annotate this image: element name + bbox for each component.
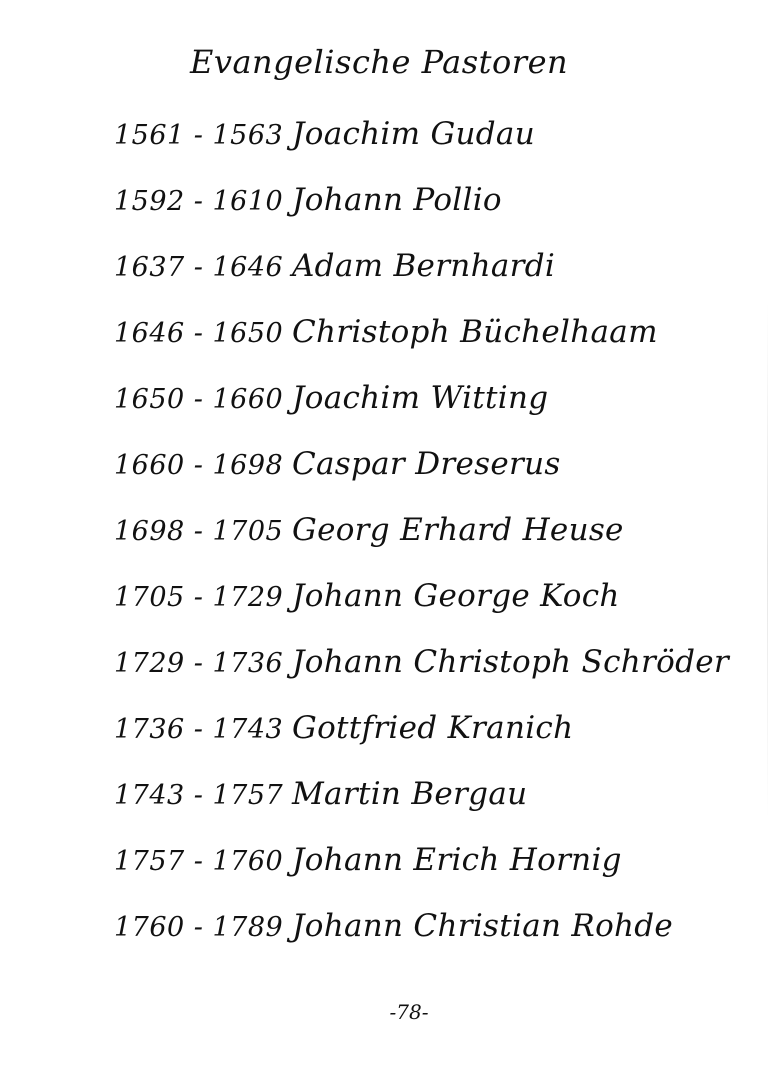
list-item <box>0 240 780 306</box>
list-item <box>0 504 780 570</box>
tenure-dates: 1736 - 1743 <box>114 714 284 745</box>
list-item <box>0 900 780 966</box>
pastor-name: Johann Pollio <box>292 182 502 218</box>
list-item <box>0 768 780 834</box>
list-item <box>0 306 780 372</box>
pastor-name: Johann Christian Rohde <box>292 908 674 944</box>
tenure-dates: 1650 - 1660 <box>114 384 284 415</box>
tenure-dates: 1698 - 1705 <box>114 516 284 547</box>
tenure-dates: 1743 - 1757 <box>114 780 284 811</box>
tenure-dates: 1760 - 1789 <box>114 912 284 943</box>
page-number: -78- <box>389 1000 429 1024</box>
tenure-dates: 1637 - 1646 <box>114 252 284 283</box>
pastor-name: Caspar Dreserus <box>292 446 561 482</box>
list-item <box>0 174 780 240</box>
list-item <box>0 702 780 768</box>
tenure-dates: 1561 - 1563 <box>114 120 284 151</box>
tenure-dates: 1660 - 1698 <box>114 450 284 481</box>
list-item <box>0 834 780 900</box>
pastor-name: Joachim Witting <box>292 380 549 416</box>
tenure-dates: 1592 - 1610 <box>114 186 284 217</box>
pastor-list <box>0 108 780 966</box>
pastor-name: Adam Bernhardi <box>292 248 556 284</box>
pastor-name: Johann Christoph Schröder <box>292 644 729 680</box>
page-title: Evangelische Pastoren <box>190 43 569 81</box>
pastor-name: Christoph Büchelhaam <box>292 314 658 350</box>
tenure-dates: 1646 - 1650 <box>114 318 284 349</box>
pastor-name: Gottfried Kranich <box>292 710 574 746</box>
pastor-name: Joachim Gudau <box>292 116 535 152</box>
tenure-dates: 1757 - 1760 <box>114 846 284 877</box>
pastor-name: Martin Bergau <box>292 776 528 812</box>
pastor-name: Johann George Koch <box>292 578 620 614</box>
list-item <box>0 636 780 702</box>
list-item <box>0 108 780 174</box>
list-item <box>0 570 780 636</box>
list-item <box>0 372 780 438</box>
pastor-name: Georg Erhard Heuse <box>292 512 624 548</box>
pastor-name: Johann Erich Hornig <box>292 842 622 878</box>
tenure-dates: 1729 - 1736 <box>114 648 284 679</box>
list-item <box>0 438 780 504</box>
tenure-dates: 1705 - 1729 <box>114 582 284 613</box>
